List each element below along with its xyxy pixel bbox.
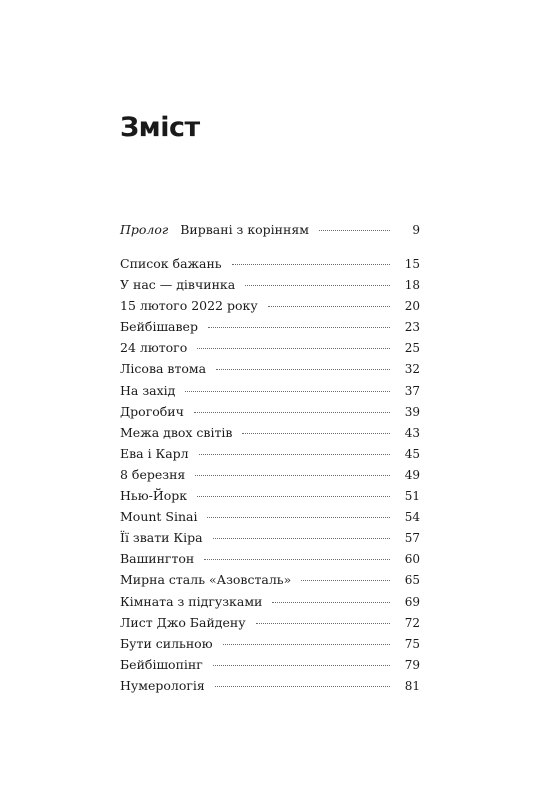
chapter-title: 8 березня (120, 466, 186, 482)
page-number: 72 (404, 615, 420, 630)
page-number: 45 (404, 446, 420, 461)
dot-leader (319, 230, 390, 231)
toc-row[interactable] (120, 633, 420, 654)
dot-leader (204, 559, 390, 560)
chapter-title: Mount Sinai (120, 509, 198, 525)
chapter-title: Лист Джо Байдену (120, 614, 246, 630)
page-number: 25 (404, 341, 420, 356)
page-number: 37 (404, 383, 420, 398)
chapter-title: Межа двох світів (120, 424, 233, 440)
page-number: 15 (404, 257, 420, 271)
page-number: 23 (404, 320, 420, 335)
dot-leader (301, 580, 390, 581)
page-number: 49 (404, 467, 420, 482)
chapter-title: Кімната з підгузками (120, 593, 263, 609)
page-number: 43 (404, 425, 420, 440)
page-number: 18 (404, 278, 420, 293)
dot-leader (213, 665, 390, 666)
dot-leader (256, 623, 390, 624)
toc-row[interactable] (120, 253, 420, 274)
toc-row[interactable] (120, 464, 420, 485)
page-number: 81 (404, 678, 420, 693)
chapter-title: У нас — дівчинка (120, 277, 236, 293)
dot-leader (208, 327, 390, 328)
dot-leader (195, 475, 390, 476)
chapter-title: Нумерологія (120, 677, 205, 693)
prologue-entry[interactable] (120, 219, 420, 240)
toc-row[interactable] (120, 316, 420, 337)
dot-leader (194, 412, 390, 413)
prologue-label (120, 219, 309, 240)
page-number: 69 (404, 594, 420, 609)
page-number: 9 (412, 223, 420, 237)
chapter-title: Ева і Карл (120, 445, 189, 461)
toc-row[interactable] (120, 422, 420, 443)
toc-row[interactable] (120, 612, 420, 633)
toc-row[interactable] (120, 506, 420, 527)
dot-leader (199, 454, 390, 455)
chapter-title: Її звати Кіра (120, 530, 203, 546)
toc-row[interactable] (120, 591, 420, 612)
toc-row[interactable] (120, 548, 420, 569)
toc-row[interactable] (120, 358, 420, 379)
chapter-title: Нью-Йорк (120, 488, 188, 504)
toc-row[interactable] (120, 654, 420, 675)
chapter-title: Дрогобич (120, 403, 184, 419)
dot-leader (215, 686, 390, 687)
dot-leader (232, 264, 390, 265)
chapter-title: Лісова втома (120, 361, 207, 377)
chapter-title: Список бажань (120, 256, 222, 271)
page-number: 79 (404, 657, 420, 672)
prologue-title: Вирвані з корінням (180, 222, 309, 237)
toc-row[interactable] (120, 443, 420, 464)
dot-leader (207, 517, 390, 518)
chapter-title: 24 лютого (120, 340, 188, 356)
toc-row[interactable] (120, 485, 420, 506)
chapter-title: 15 лютого 2022 року (120, 298, 258, 314)
page-number: 54 (404, 510, 420, 525)
page-number: 39 (404, 404, 420, 419)
page-number: 65 (404, 573, 420, 588)
chapter-title: Мирна сталь «Азовсталь» (120, 572, 292, 588)
dot-leader (242, 433, 390, 434)
page-number: 51 (404, 489, 420, 504)
toc-row[interactable] (120, 274, 420, 295)
dot-leader (216, 369, 390, 370)
dot-leader (213, 538, 390, 539)
toc-row[interactable] (120, 527, 420, 548)
dot-leader (272, 602, 390, 603)
chapter-title: Бути сильною (120, 635, 213, 651)
toc-row[interactable] (120, 337, 420, 358)
page-number: 32 (404, 362, 420, 377)
dot-leader (185, 391, 390, 392)
dot-leader (197, 496, 390, 497)
prologue-tag: Пролог (120, 222, 169, 237)
chapter-title: Бейбішопінг (120, 656, 203, 672)
toc-row[interactable] (120, 380, 420, 401)
toc-row[interactable] (120, 295, 420, 316)
dot-leader (223, 644, 390, 645)
chapter-title: Бейбішавер (120, 319, 198, 335)
page-number: 75 (404, 636, 420, 651)
page-number: 20 (404, 299, 420, 314)
toc-row[interactable] (120, 569, 420, 590)
page-number: 60 (404, 552, 420, 567)
chapter-title: На захід (120, 382, 176, 398)
page-title: Зміст (120, 112, 200, 143)
page-number: 57 (404, 531, 420, 546)
dot-leader (245, 285, 390, 286)
chapter-title: Вашингтон (120, 551, 195, 567)
toc-row[interactable] (120, 675, 420, 696)
toc-row[interactable] (120, 219, 420, 240)
toc-row[interactable] (120, 401, 420, 422)
dot-leader (197, 348, 390, 349)
chapter-list (120, 253, 420, 696)
dot-leader (268, 306, 390, 307)
